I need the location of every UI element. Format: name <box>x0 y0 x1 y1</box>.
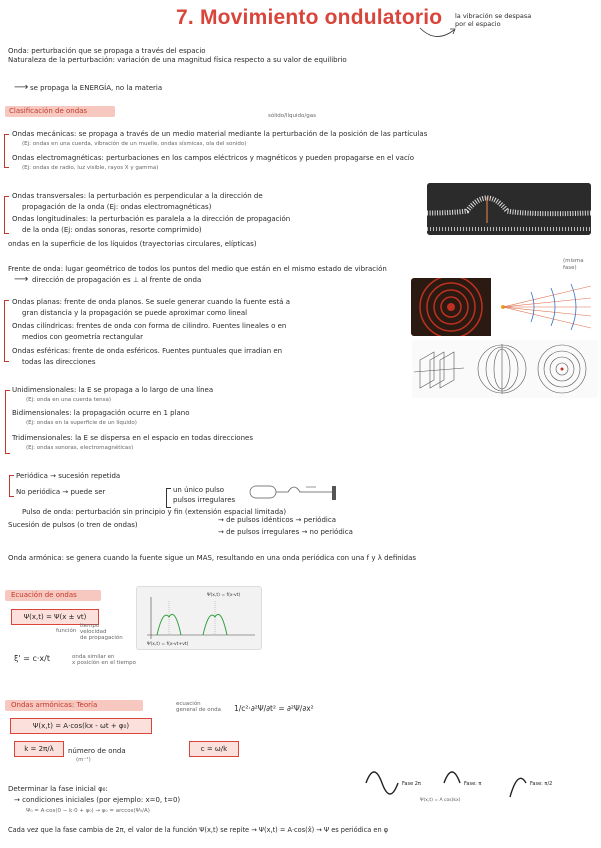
fase-line-3: Ψ₀ = A·cos(0 − k·0 + φ₀) → φ₀ = arccos(Ψ₀/A) <box>26 808 150 814</box>
ondas-cilindricas-1: Ondas cilíndricas: frentes de onda con forma de cilindro. Fuentes lineales o en <box>12 322 287 330</box>
slinky-image <box>427 183 591 235</box>
ecuacion-note-right-1: tiempo <box>80 623 100 629</box>
brace <box>5 390 10 454</box>
unidimensionales-ejemplo: (Ej: onda en una cuerda tensa) <box>26 397 111 403</box>
k-formula-box: k = 2π/λ <box>14 741 64 757</box>
velocity-note-2: x posición en el tiempo <box>72 660 136 666</box>
ondas-transversales-1: Ondas transversales: la perturbación es perpendicular a la dirección de <box>12 192 263 200</box>
ecuacion-note-function: función <box>56 628 77 634</box>
ondas-cilindricas-2: medios con geometría rectangular <box>22 333 144 341</box>
ecuacion-heading: Ecuación de ondas <box>11 591 77 599</box>
onda-armonica: Onda armónica: se genera cuando la fuente sigue un MAS, resultando en una onda periódica con una f y λ definidas <box>8 554 417 562</box>
brace <box>4 196 9 234</box>
intro-onda: Onda: perturbación que se propaga a través del espacio <box>8 47 206 55</box>
brace <box>9 475 14 497</box>
ecuacion-note-right-2: velocidad <box>80 629 107 635</box>
ecuacion-note-right-3: de propagación <box>80 635 123 641</box>
ondas-esfericas-2: todas las direcciones <box>22 358 96 366</box>
velocity-formula: ξ' = c·x/t <box>14 654 50 663</box>
frente-onda-line-1: Frente de onda: lugar geométrico de todos los puntos del medio que están en el mismo estado de vibración <box>8 265 387 273</box>
fase-last-line: Cada vez que la fase cambia de 2π, el valor de la función Ψ(x,t) se repite → Ψ(x,t) = A·cos(x̂) → Ψ es periódica en φ <box>8 826 389 834</box>
velocity-note <box>72 654 136 666</box>
title-note-line-1: la vibración se despasa <box>455 12 532 20</box>
bidimensionales-ejemplo: (Ej: ondas en la superficie de un líquido) <box>26 420 137 426</box>
intro-energia: se propaga la ENERGÍA, no la materia <box>30 84 163 92</box>
ondas-longitudinales-1: Ondas longitudinales: la perturbación es paralela a la dirección de propagación <box>12 215 291 223</box>
arrow-icon: ⟶ <box>14 274 29 285</box>
ondas-mecanicas-ejemplo: (Ej: ondas en una cuerda, vibración de un muelle, ondas sísmicas, ola del sonido) <box>22 141 247 147</box>
velocity-note-1: onda similar en <box>72 654 115 660</box>
pulse-graph-svg <box>137 587 261 649</box>
phase-label-pi: Fase: π <box>464 781 482 787</box>
ondas-planas-1: Ondas planas: frente de onda planos. Se suele generar cuando la fuente está a <box>12 298 290 306</box>
ondas-electromagneticas: Ondas electromagnéticas: perturbaciones en los campos eléctricos y magnéticos y pueden propagarse en el vacío <box>12 154 415 162</box>
fase-line-1: Determinar la fase inicial φ₀: <box>8 785 108 793</box>
arrow-icon: ⟶ <box>14 82 29 93</box>
ondas-esfericas-1: Ondas esféricas: frente de onda esféricos. Fuentes puntuales que irradian en <box>12 347 283 355</box>
sucesion-de-pulsos: Sucesión de pulsos (o tren de ondas) <box>8 521 138 529</box>
frente-corner-note: (misma fase) <box>563 258 584 271</box>
ondas-planas-2: gran distancia y la propagación se puede aproximar como lineal <box>22 309 248 317</box>
ondas-mecanicas: Ondas mecánicas: se propaga a través de un medio material mediante la perturbación de la posición de las partículas <box>12 130 428 138</box>
k-unit: (m⁻¹) <box>76 757 91 763</box>
title-note-line-2: por el espacio <box>455 20 501 28</box>
pulse-hand-illustration <box>248 478 338 506</box>
tridimensionales: Tridimensionales: la E se dispersa en el espacio en todas direcciones <box>12 434 253 442</box>
intro-naturaleza: Naturaleza de la perturbación: variación de una magnitud física respecto a su valor de equilibrio <box>8 56 347 64</box>
sucesion-no-periodica: → de pulsos irregulares → no periódica <box>218 528 353 536</box>
ecuacion-note-right <box>80 623 123 641</box>
page-title: 7. Movimiento ondulatorio <box>176 6 443 29</box>
slinky-wave-graphic <box>427 183 591 235</box>
armonica-formula-box: Ψ(x,t) = A·cos(kx - ωt + φ₀) <box>10 718 152 734</box>
wavefront-types-image <box>412 340 598 398</box>
clasificacion-small-note: sólido/líquido/gas <box>268 113 316 119</box>
frente-onda-line-2: dirección de propagación es ⊥ al frente de onda <box>32 276 202 284</box>
no-periodica-option-2: pulsos irregulares <box>173 496 236 504</box>
armonicas-heading: Ondas armónicas: Teoría <box>11 701 98 709</box>
sucesion-periodica: → de pulsos idénticos → periódica <box>218 516 336 524</box>
pulse-graph <box>136 586 262 650</box>
brace <box>4 300 9 362</box>
phase-label-2pi: Fase 2π <box>402 781 421 787</box>
ondas-superficie: ondas en la superficie de los líquidos (trayectorias circulares, elípticas) <box>8 240 257 248</box>
no-periodica: No periódica → puede ser <box>16 488 106 496</box>
phase-graphs-svg <box>360 763 596 803</box>
brace <box>166 488 171 508</box>
pulse-graph-top-label: Ψ(x,t) = f(x-vt) <box>207 593 241 598</box>
phase-label-pi-half: Fase: π/2 <box>530 781 553 787</box>
bidimensionales: Bidimensionales: la propagación ocurre en 1 plano <box>12 409 190 417</box>
fase-line-2: → condiciones iniciales (por ejemplo: x=0, t=0) <box>14 796 181 804</box>
brace <box>4 134 9 168</box>
pulse-graph-bottom-label: Ψ(x,t) = f(x-vt+vt) <box>147 642 189 647</box>
wave-equation: 1/c²·∂²Ψ/∂t² = ∂²Ψ/∂x² <box>234 704 314 713</box>
phase-sub-label: Ψ(x,t) = A cos(kx) <box>420 798 461 803</box>
tridimensionales-ejemplo: (Ej: ondas sonoras, electromagnéticas) <box>26 445 134 451</box>
armonicas-note-left-1: ecuación <box>176 701 201 707</box>
c-formula-box: c = ω/k <box>189 741 239 757</box>
title-note <box>455 12 531 28</box>
phase-graphs <box>360 763 596 803</box>
armonicas-note-left-2: general de onda <box>176 707 221 713</box>
wavefront-types-graphic <box>412 340 598 398</box>
clasificacion-heading: Clasificación de ondas <box>9 107 88 115</box>
unidimensionales: Unidimensionales: la E se propaga a lo largo de una línea <box>12 386 214 394</box>
wavefront-image <box>411 278 597 336</box>
no-periodica-option-1: un único pulso <box>173 486 225 494</box>
ondas-electromagneticas-ejemplo: (Ej: ondas de radio, luz visible, rayos X y gamma) <box>22 165 159 171</box>
ecuacion-formula-box: Ψ(x,t) = Ψ(x ± vt) <box>11 609 99 625</box>
armonicas-note-left <box>176 701 221 713</box>
k-note: número de onda <box>68 747 126 755</box>
ondas-transversales-2: propagación de la onda (Ej: ondas electromagnéticas) <box>22 203 212 211</box>
periodica: Periódica → sucesión repetida <box>16 472 121 480</box>
pulso-de-onda: Pulso de onda: perturbación sin principio y fin (extensión espacial limitada) <box>22 508 287 516</box>
wavefront-graphic <box>411 278 597 336</box>
curved-arrow-icon <box>418 22 458 42</box>
ondas-longitudinales-2: de la onda (Ej: ondas sonoras, resorte comprimido) <box>22 226 202 234</box>
